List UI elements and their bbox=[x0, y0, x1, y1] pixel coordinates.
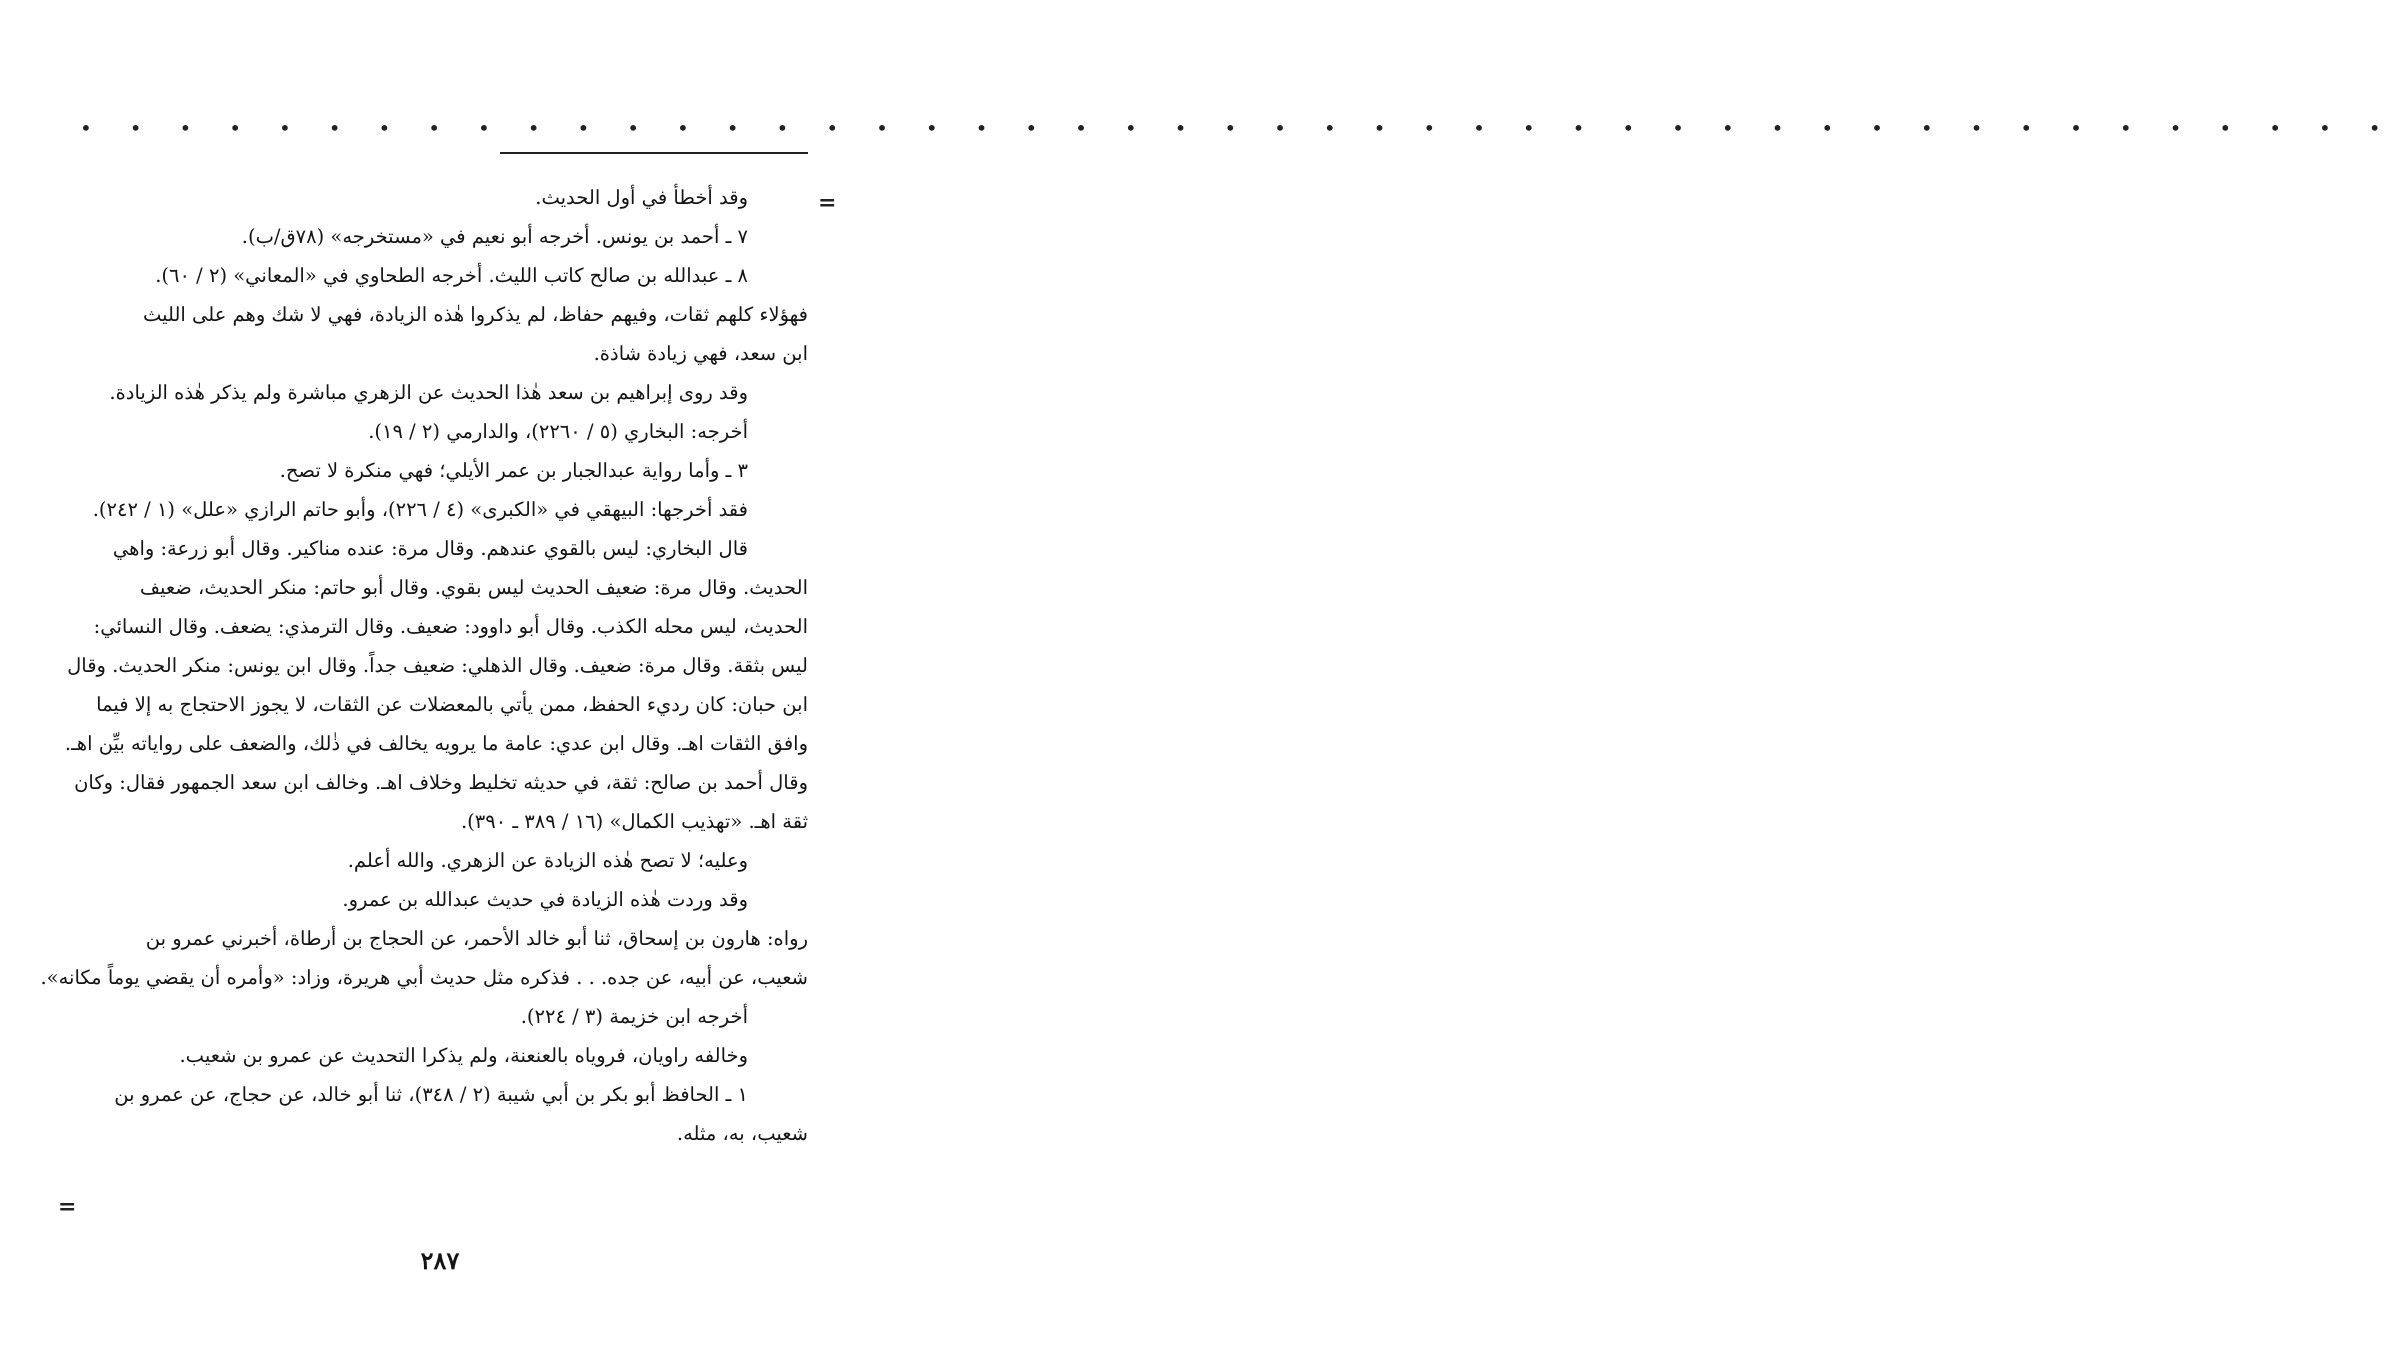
text-line: وقد وردت هٰذه الزيادة في حديث عبدالله بن عمرو. bbox=[342, 888, 748, 911]
continuation-marker-top: = bbox=[818, 190, 837, 216]
text-line: الحديث، ليس محله الكذب. وقال أبو داوود: ضعيف. وقال الترمذي: يضعف. وقال النسائي: bbox=[93, 615, 808, 638]
page-number: ٢٨٧ bbox=[420, 1246, 460, 1275]
text-line: رواه: هارون بن إسحاق، ثنا أبو خالد الأحمر، عن الحجاج بن أرطاة، أخبرني عمرو بن bbox=[145, 927, 808, 950]
text-line: وقد روى إبراهيم بن سعد هٰذا الحديث عن الزهري مباشرة ولم يذكر هٰذه الزيادة. bbox=[109, 381, 748, 404]
text-line: قال البخاري: ليس بالقوي عندهم. وقال مرة: عنده مناكير. وقال أبو زرعة: واهي bbox=[112, 537, 748, 560]
text-line: ابن حبان: كان رديء الحفظ، ممن يأتي بالمعضلات عن الثقات، لا يجوز الاحتجاج به إلا فيما bbox=[96, 693, 808, 716]
text-line: ثقة اهـ. «تهذيب الكمال» (١٦ / ٣٨٩ ـ ٣٩٠). bbox=[460, 810, 808, 833]
text-line: ٨ ـ عبدالله بن صالح كاتب الليث. أخرجه الطحاوي في «المعاني» (٢ / ٦٠). bbox=[155, 264, 748, 287]
text-line: وعليه؛ لا تصح هٰذه الزيادة عن الزهري. والله أعلم. bbox=[347, 849, 748, 872]
text-line: ١ ـ الحافظ أبو بكر بن أبي شيبة (٢ / ٣٤٨)، ثنا أبو خالد، عن حجاج، عن عمرو بن bbox=[114, 1083, 748, 1106]
text-line: ابن سعد، فهي زيادة شاذة. bbox=[593, 342, 808, 365]
text-line: وخالفه راويان، فروياه بالعنعنة، ولم يذكرا التحديث عن عمرو بن شعيب. bbox=[179, 1044, 748, 1067]
text-line: أخرجه: البخاري (٥ / ٢٢٦٠)، والدارمي (٢ / ١٩). bbox=[368, 420, 748, 443]
text-line: وافق الثقات اهـ. وقال ابن عدي: عامة ما يرويه يخالف في ذٰلك، والضعف على رواياته بيِّن اهـ. bbox=[64, 732, 808, 755]
text-line: شعيب، به، مثله. bbox=[676, 1122, 808, 1145]
text-line: ٧ ـ أحمد بن يونس. أخرجه أبو نعيم في «مستخرجه» (٧٨ق/ب). bbox=[241, 225, 748, 248]
text-line: أخرجه ابن خزيمة (٣ / ٢٢٤). bbox=[520, 1005, 748, 1028]
continuation-marker-bottom: = bbox=[58, 1194, 77, 1220]
text-line: فهؤلاء كلهم ثقات، وفيهم حفاظ، لم يذكروا هٰذه الزيادة، فهي لا شك وهم على الليث bbox=[142, 303, 808, 326]
text-line: ليس بثقة. وقال مرة: ضعيف. وقال الذهلي: ضعيف جداً. وقال ابن يونس: منكر الحديث. وقال bbox=[67, 654, 808, 677]
footnote-text bbox=[40, 178, 808, 1153]
text-line: فقد أخرجها: البيهقي في «الكبرى» (٤ / ٢٢٦)، وأبو حاتم الرازي «علل» (١ / ٢٤٢). bbox=[92, 498, 748, 521]
text-line: وقد أخطأ في أول الحديث. bbox=[535, 186, 748, 209]
dotted-separator: • • • • • • • • • • • • • • • • • • • • • • • • • • • • • • • • • • • • • • • • • • • • • • • bbox=[80, 116, 2396, 140]
text-line: وقال أحمد بن صالح: ثقة، في حديثه تخليط وخلاف اهـ. وخالف ابن سعد الجمهور فقال: وكان bbox=[74, 771, 808, 794]
footnote-rule bbox=[500, 152, 808, 154]
text-line: شعيب، عن أبيه، عن جده. . . فذكره مثل حديث أبي هريرة، وزاد: «وأمره أن يقضي يوماً مكانه». bbox=[40, 966, 808, 989]
text-line: ٣ ـ وأما رواية عبدالجبار بن عمر الأيلي؛ فهي منكرة لا تصح. bbox=[279, 459, 748, 482]
text-line: الحديث. وقال مرة: ضعيف الحديث ليس بقوي. وقال أبو حاتم: منكر الحديث، ضعيف bbox=[139, 576, 808, 599]
